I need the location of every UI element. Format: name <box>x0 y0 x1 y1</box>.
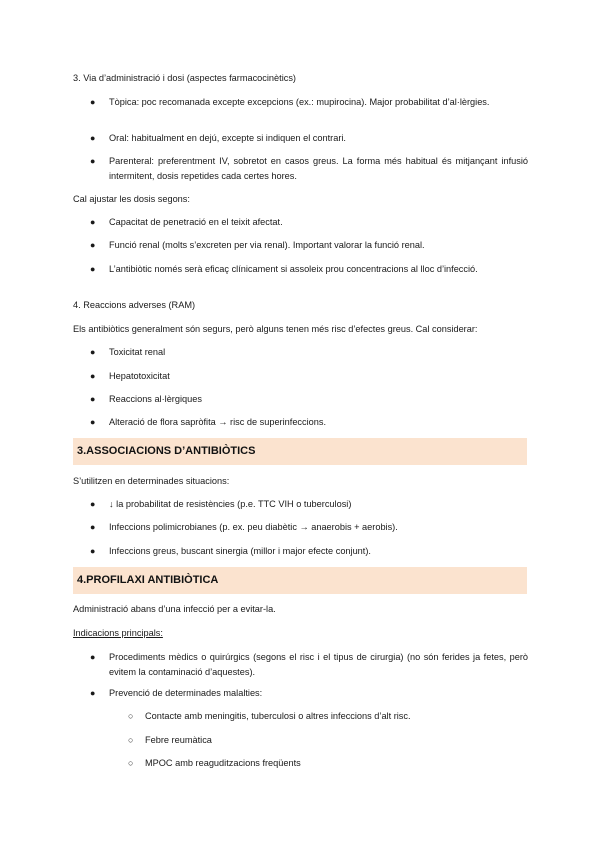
circle-bullet-icon: ○ <box>128 735 134 745</box>
bullet-icon: ● <box>90 652 96 662</box>
section-band-associations <box>73 438 527 465</box>
sub-list-item-text: Febre reumàtica <box>145 735 212 745</box>
list-item-text: L’antibiòtic només serà eficaç clínicament si assoleix prou concentracions al lloc d’infecció. <box>109 264 478 274</box>
bullet-icon: ● <box>90 371 96 381</box>
section-title: 4.PROFILAXI ANTIBIÒTICA <box>77 574 219 586</box>
list-item-text: Procediments mèdics o quirúrgics (segons el risc i el tipus de cirurgia) (no són ferides ja fetes, però evitem la contaminació d’aquestes). <box>109 652 528 677</box>
bullet-icon: ● <box>90 417 96 427</box>
list-item-text: Hepatotoxicitat <box>109 371 170 381</box>
list-item-text: Alteració de flora sapròfita → risc de superinfeccions. <box>109 417 327 427</box>
list-item-text: Funció renal (molts s’excreten per via renal). Important valorar la funció renal. <box>109 240 425 250</box>
bullet-icon: ● <box>90 546 96 556</box>
bullet-icon: ● <box>90 499 96 509</box>
section-heading-administration: 3. Via d’administració i dosi (aspectes farmacocinètics) <box>73 73 296 83</box>
circle-bullet-icon: ○ <box>128 758 134 768</box>
circle-bullet-icon: ○ <box>128 711 134 721</box>
ram-intro: Els antibiòtics generalment són segurs, però alguns tenen més risc d’efectes greus. Cal considerar: <box>73 324 478 334</box>
bullet-icon: ● <box>90 264 96 274</box>
bullet-icon: ● <box>90 133 96 143</box>
list-item-text: Toxicitat renal <box>109 347 166 357</box>
section-band-prophylaxis <box>73 567 527 594</box>
list-item-text: Prevenció de determinades malalties: <box>109 688 263 698</box>
list-item-text: Infeccions greus, buscant sinergia (millor i major efecte conjunt). <box>109 546 371 556</box>
bullet-icon: ● <box>90 347 96 357</box>
list-item-text: Reaccions al·lèrgiques <box>109 394 202 404</box>
associations-intro: S’utilitzen en determinades situacions: <box>73 476 230 486</box>
list-item-text: Infeccions polimicrobianes (p. ex. peu diabètic → anaerobis + aerobis). <box>109 522 398 532</box>
bullet-icon: ● <box>90 394 96 404</box>
bullet-icon: ● <box>90 522 96 532</box>
list-item-text: ↓ la probabilitat de resistències (p.e. TTC VIH o tuberculosi) <box>109 499 352 509</box>
prophylaxis-intro: Administració abans d’una infecció per a evitar-la. <box>73 604 276 614</box>
indications-label: Indicacions principals: <box>73 628 163 638</box>
bullet-icon: ● <box>90 217 96 227</box>
sub-list-item-text: MPOC amb reaguditzacions freqüents <box>145 758 301 768</box>
list-item-text: Tòpica: poc recomanada excepte excepcions (ex.: mupirocina). Major probabilitat d’al·lèrgies. <box>109 97 490 107</box>
dose-adjust-intro: Cal ajustar les dosis segons: <box>73 194 190 204</box>
bullet-icon: ● <box>90 688 96 698</box>
list-item-text: Oral: habitualment en dejú, excepte si indiquen el contrari. <box>109 133 346 143</box>
section-title: 3.ASSOCIACIONS D’ANTIBIÒTICS <box>77 445 256 457</box>
sub-list-item-text: Contacte amb meningitis, tuberculosi o altres infeccions d’alt risc. <box>145 711 411 721</box>
bullet-icon: ● <box>90 240 96 250</box>
list-item-text: Parenteral: preferentment IV, sobretot en casos greus. La forma més habitual és mitjançant infusió intermitent, dosis repetides cada certes hores. <box>109 156 528 181</box>
section-heading-adverse-reactions: 4. Reaccions adverses (RAM) <box>73 300 196 310</box>
bullet-icon: ● <box>90 97 96 107</box>
list-item-text: Capacitat de penetració en el teixit afectat. <box>109 217 283 227</box>
bullet-icon: ● <box>90 156 96 166</box>
